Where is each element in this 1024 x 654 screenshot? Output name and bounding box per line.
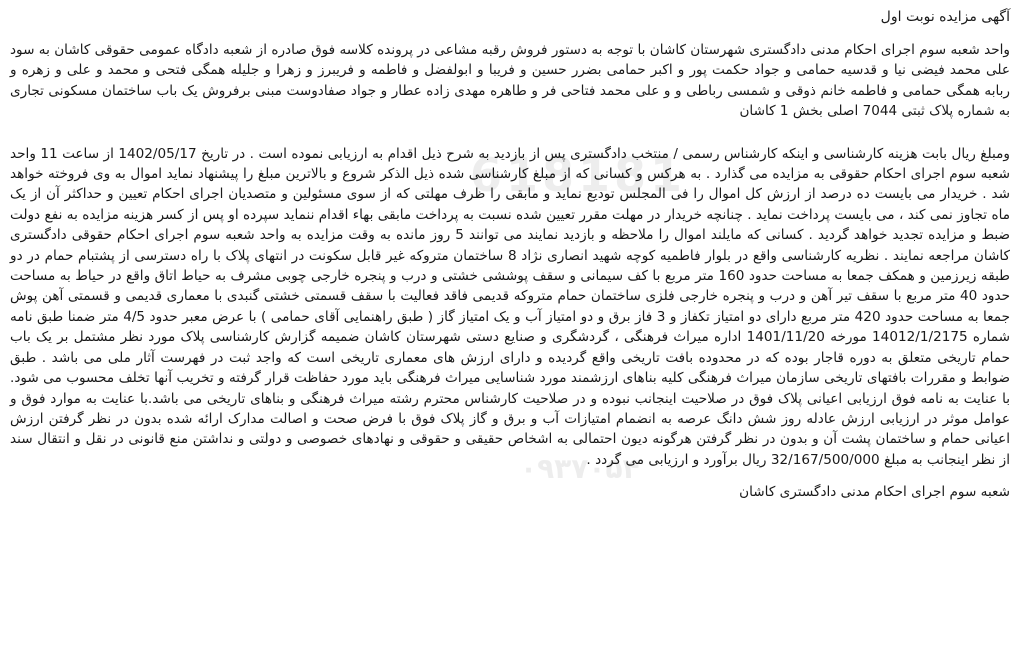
notice-title: آگهی مزایده نوبت اول [880,9,1010,25]
notice-intro-paragraph: واحد شعبه سوم اجرای احکام مدنی دادگستری شهرستان کاشان با توجه به دستور فروش رقبه مشاعی در پرونده کلاسه فوق صادره از شعبه دادگاه عمومی حقوقی کاشان به سود علی محمد فیضی نیا و قدسیه حمامی و جواد حکمت پور و اکبر حمامی بضرر حسین و فریبا و ابولفضل و فاطمه و فریبرز و زهرا و جلیله همگی فتحی و محمد و علی و زهره و ربابه همگی حمامی و فاطمه خانم ذوقی و شمسی رباطی و و علی محمد فتاحی فر و طاهره مهدی زاده عطار و جواد صفادوست مبنی برفروش یک باب ساختمان مسکونی تجاری به شماره پلاک ثبتی 7044 اصلی بخش 1 کاشان [10,42,1010,120]
notice-body-paragraph: ومبلغ ریال بابت هزینه کارشناسی و اینکه کارشناس رسمی / منتخب دادگستری پس از بازدید به شرح ذیل اقدام به ارزیابی نموده است . در تاریخ 1402/05/17 از ساعت 11 واحد شعبه سوم اجرای احکام حقوقی به مزایده می گذارد . به هرکس و کسانی که از مبلغ کارشناسی شده ذیل الذکر شروع و بالاترین مبلغ را پیشنهاد نماید اموال به وی فروخته خواهد شد . خریدار می بایست ده درصد از ارزش کل اموال را فی المجلس تودیع نماید و مابقی را ظرف مهلتی که از سوی مسئولین و متصدیان اجرای احکام تعیین و حداکثر آن از یک ماه تجاوز نمی کند ، می بایست پرداخت نماید . چنانچه خریدار در مهلت مقرر تعیین شده نسبت به پرداخت مابقی بهاء اقدام ننماید سپرده او پس از کسر هزینه مزایده به نفع دولت ضبط و مزایده تجدید خواهد گردید . کسانی که مایلند اموال را ملاحظه و بازدید نمایند می توانند 5 روز مانده به وقت مزایده به واحد شعبه سوم اجرای احکام حقوقی دادگستری کاشان مراجعه نمایند . نظریه کارشناسی واقع در بلوار فاطمیه کوچه شهید انصاری نژاد 8 ساختمان متروکه غیر قابل سکونت در انتهای پلاک با راه دسترسی از پشتبام حمام در دو طبقه زیرزمین و همکف جمعا به مساحت حدود 160 متر مربع با کف سیمانی و سقف پوششی خشتی و درب و پنجره خارجی چوبی مشرف به حیاط اتاق واقع در حیاط به مساحت حدود 40 متر مربع با سقف تیر آهن و درب و پنجره خارجی فلزی ساختمان حمام متروکه قدیمی فاقد فعالیت با سقف قسمتی خشتی گنبدی با معماری قدیمی و قسمتی آهن پوش جمعا به مساحت حدود 420 متر مربع دارای دو امتیاز تکفاز و 3 فاز برق و دو امتیاز آب و یک امتیاز گاز ( طبق راهنمایی آقای حمامی ) با عرض معبر حدود 4/5 متر ضمنا طبق نامه شماره 14012/1/2175 مورخه 1401/11/20 اداره میراث فرهنگی ، گردشگری و صنایع دستی شهرستان کاشان ضمیمه گزارش کارشناسی پلاک مورد نظر مشتمل بر یک باب حمام تاریخی متعلق به دوره قاجار بوده که در محدوده بافت تاریخی واقع گردیده و دارای ارزش های معماری تاریخی است که واجد ثبت در فهرست آثار ملی می باشد . طبق ضوابط و مقررات بافتهای تاریخی سازمان میراث فرهنگی کلیه بناهای ارزشمند مورد شناسایی میراث فرهنگی باید مورد حفاظت قرار گرفته و تخریب آنها تخلف محسوب می شود. با عنایت به نامه فوق ارزیابی اعیانی پلاک فوق در صلاحیت اینجانب نبوده و در صلاحیت کارشناس محترم رشته میراث فرهنگی و بناهای تاریخی می باشد.با عنایت به موارد فوق و عوامل موثر در ارزیابی ارزش عادله روز شش دانگ عرصه به انضمام امتیازات آب و برق و گاز پلاک فوق با فرض صحت و اصالت مدارک ارائه شده بدون در نظر گرفتن ارزش اعیانی حمام و ساختمان پشت آن و بدون در نظر گرفتن هرگونه دیون احتمالی به اشخاص حقیقی و حقوقی و نهادهای خصوصی و دولتی و نداشتن منع قانونی در نقل و انتقال سند از نظر اینجانب به مبلغ 32/167/500/000 ریال برآورد و ارزیابی می گردد . [10,145,1010,468]
watermark-number-bottom: ۰۹۳۷۰۵۴ [520,452,640,485]
notice-signature: شعبه سوم اجرای احکام مدنی دادگستری کاشان [739,484,1010,501]
watermark-number-top: 618181 [470,148,687,202]
